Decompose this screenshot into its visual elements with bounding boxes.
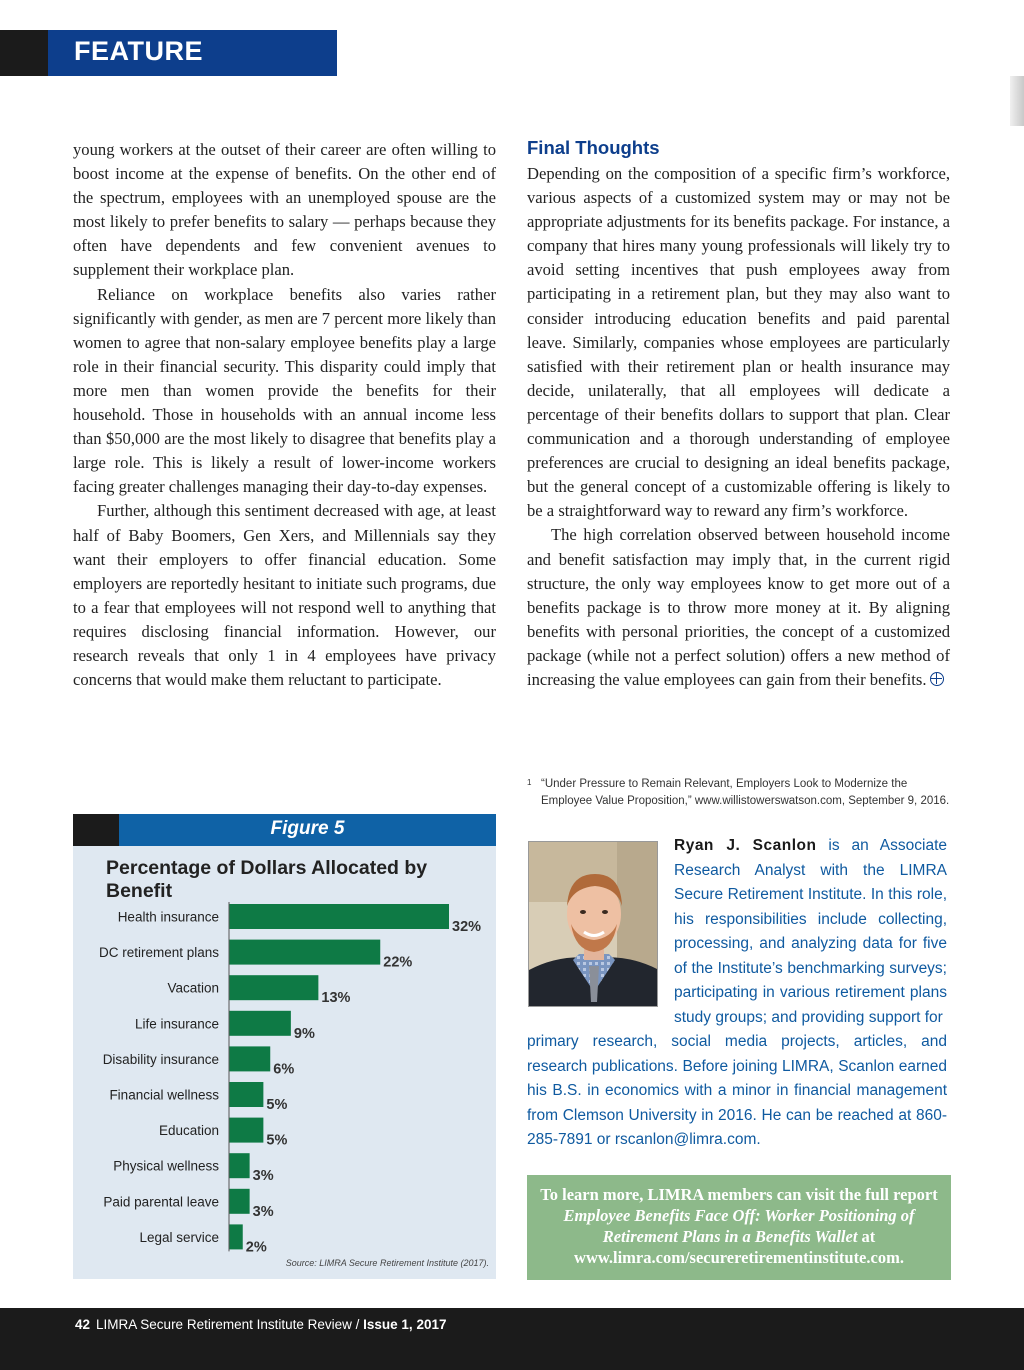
bar-chart: [73, 894, 496, 1254]
page-number: 42: [75, 1317, 91, 1332]
author-name: Ryan J. Scanlon: [674, 837, 817, 854]
right-paragraph-2-text: The high correlation observed between household income and benefit satisfaction may imply that, in the current rigid structure, the only way employees know to get more out of a benefits package is to throw more money at it. By aligning benefits with personal priorities, the concept of a customized package (while not a perfect solution) offers a new method of increasing the value employees can gain from their benefits.: [527, 525, 950, 689]
footer-publication: LIMRA Secure Retirement Institute Review /: [96, 1317, 360, 1332]
bar-disability-insurance: [229, 1046, 270, 1071]
page-edge-shadow: [1010, 76, 1024, 126]
bar-financial-wellness: [229, 1082, 263, 1107]
left-paragraph-2: Reliance on workplace benefits also varies rather significantly with gender, as men are 7 percent more likely than women to agree that non-salary employee benefits play a large role in their financial security. This disparity could imply that more men than women provide the benefits for their household. Those in households with an annual income less than $50,000 are the most likely to disagree that benefits play a large role. This is likely a result of lower-income workers facing greater challenges managing their day-to-day expenses.: [73, 284, 496, 497]
value-label-legal-service: 2%: [245, 1239, 267, 1254]
page-footer: [0, 1308, 1024, 1370]
category-label-paid-parental-leave: Paid parental leave: [103, 1194, 219, 1210]
right-paragraph-1: Depending on the composition of a specific firm’s workforce, various aspects of a customized system may or may not be appropriate adjustments for its benefits package. For instance, a company that hires many young professionals will likely try to avoid setting incentives that push employees away from participating in a retirement plan, but they may also want to consider introducing education benefits and paid parental leave. Similarly, companies whose employees are particularly satisfied with their retirement plan or health insurance may decide, unilaterally, that all employees will dedicate a percentage of their benefits dollars to support that plan. Clear communication and a thorough understanding of employee preferences are crucial to designing an ideal benefits package, but the general concept of a customizable offering is likely to be a straightforward way to reward any firm’s workforce.: [527, 164, 951, 521]
section-label: FEATURE: [74, 36, 203, 66]
value-label-life-insurance: 9%: [293, 1025, 315, 1042]
promo-box: [527, 1175, 951, 1280]
value-label-physical-wellness: 3%: [252, 1168, 274, 1185]
footnote-number: 1: [527, 778, 532, 787]
category-label-health-insurance: Health insurance: [117, 909, 219, 925]
left-paragraph-3: Further, although this sentiment decreased with age, at least half of Baby Boomers, Gen Xers, and Millennials say they want their employers to offer financial education. Some employers are reportedly hesitant to initiate such programs, due to a fear that employees will not respond well to anything that requires disclosing financial information. However, our research reveals that only 1 in 4 employees have privacy concerns that would make them reluctant to participate.: [73, 501, 496, 690]
chart-title: Percentage of Dollars Allocated by Benefit: [106, 857, 428, 902]
section-header: [0, 30, 337, 76]
bar-legal-service: [229, 1224, 243, 1249]
footnote-text: “Under Pressure to Remain Relevant, Employers Look to Modernize the Employee Value Proposition,” www.willistowerswatson.com, September 9, 2016.: [541, 778, 950, 807]
category-label-financial-wellness: Financial wellness: [109, 1087, 219, 1103]
category-label-disability-insurance: Disability insurance: [102, 1051, 219, 1067]
author-bio-part1: [674, 834, 947, 1030]
right-paragraph-2: [527, 523, 950, 692]
category-label-dc-retirement-plans: DC retirement plans: [98, 945, 219, 961]
author-bio-part2: primary research, social media projects, articles, and research publications. Before joining LIMRA, Scanlon earned his B.S. in economics with a minor in financial management from Clemson University in 2016. He can be reached at 860-285-7891 or rscanlon@limra.com.: [527, 1033, 947, 1148]
promo-text-end: at www.limra.com/secureretirementinstitute.com.: [574, 1227, 904, 1267]
figure-header: [73, 814, 496, 846]
author-portrait-image: [529, 842, 658, 1007]
category-label-life-insurance: Life insurance: [134, 1016, 219, 1032]
promo-report-title: Employee Benefits Face Off: Worker Positioning of Retirement Plans in a Benefits Wallet: [563, 1206, 915, 1246]
bar-education: [229, 1118, 263, 1143]
value-label-education: 5%: [266, 1132, 288, 1149]
bar-health-insurance: [229, 904, 449, 929]
category-label-vacation: Vacation: [167, 980, 219, 996]
end-of-article-icon: [930, 672, 944, 686]
right-column: [527, 162, 950, 692]
section-heading-final-thoughts: Final Thoughts: [527, 137, 660, 158]
bar-physical-wellness: [229, 1153, 250, 1178]
value-label-disability-insurance: 6%: [273, 1061, 295, 1078]
value-label-health-insurance: 32%: [452, 919, 482, 935]
author-bio-text-1: is an Associate Research Analyst with the LIMRA Secure Retirement Institute. In this role, his responsibilities include collecting, processing, and analyzing data for five of the Institute’s benchmarking surveys; participating in various retirement plans study groups; and providing support for: [674, 837, 948, 1026]
footnote: [527, 776, 957, 810]
value-label-financial-wellness: 5%: [266, 1097, 288, 1113]
chart-source: Source: LIMRA Secure Retirement Institute (2017).: [285, 1258, 489, 1268]
bar-dc-retirement-plans: [229, 940, 380, 965]
bar-paid-parental-leave: [229, 1189, 250, 1214]
promo-text-start: To learn more, LIMRA members can visit the full report: [540, 1185, 938, 1204]
author-photo: [528, 841, 658, 1007]
footer-text: [75, 1317, 446, 1332]
value-label-vacation: 13%: [321, 990, 351, 1007]
left-paragraph-1: young workers at the outset of their career are often willing to boost income at the expense of benefits. On the other end of the spectrum, employees with an unemployed spouse are the most likely to prefer benefits to salary — perhaps because they often have dependents and few convenient avenues to supplement their workplace plan.: [73, 140, 496, 280]
bar-vacation: [229, 975, 318, 1000]
left-column: [73, 138, 496, 692]
footer-issue: Issue 1, 2017: [363, 1317, 447, 1332]
category-label-physical-wellness: Physical wellness: [113, 1158, 219, 1174]
category-label-education: Education: [158, 1123, 219, 1139]
figure-5: [73, 814, 496, 1279]
category-label-legal-service: Legal service: [139, 1229, 219, 1245]
bar-life-insurance: [229, 1011, 291, 1036]
value-label-dc-retirement-plans: 22%: [383, 954, 413, 971]
value-label-paid-parental-leave: 3%: [252, 1203, 274, 1220]
figure-label: Figure 5: [270, 818, 345, 839]
